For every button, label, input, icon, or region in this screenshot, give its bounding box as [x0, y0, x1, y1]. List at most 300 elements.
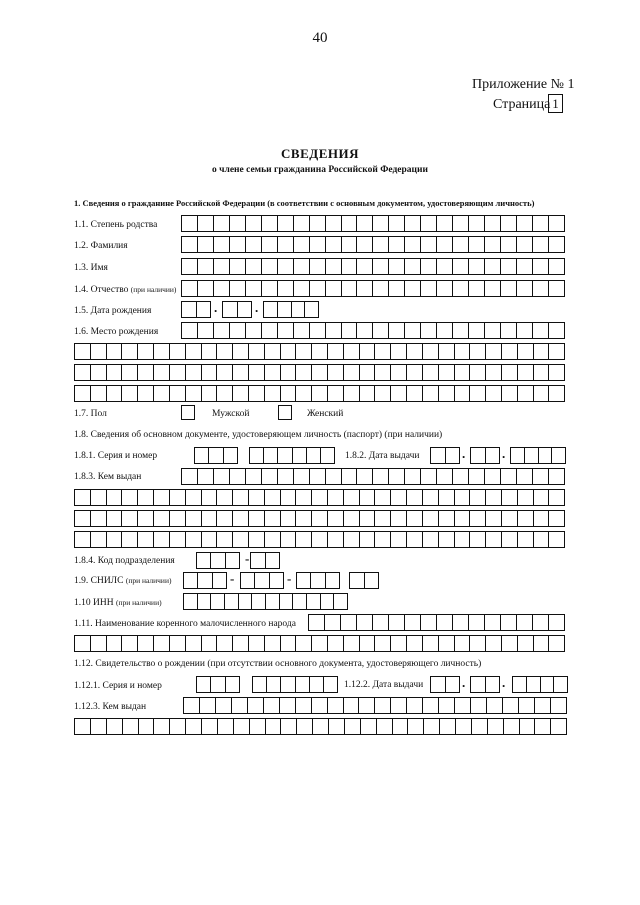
char-cell[interactable] — [327, 532, 343, 547]
cert-issue-day-cells[interactable] — [430, 676, 460, 693]
char-cell[interactable] — [216, 490, 232, 505]
char-cell[interactable] — [106, 490, 122, 505]
char-cell[interactable] — [232, 636, 248, 651]
char-cell[interactable] — [501, 344, 517, 359]
char-cell[interactable] — [404, 615, 420, 630]
char-cell[interactable] — [500, 615, 516, 630]
char-cell[interactable] — [261, 216, 277, 231]
char-cell[interactable] — [169, 636, 185, 651]
char-cell[interactable] — [436, 281, 452, 296]
char-cell[interactable] — [137, 365, 153, 380]
char-cell[interactable] — [374, 365, 390, 380]
char-cell[interactable] — [106, 344, 122, 359]
cert-issue-year-cells[interactable] — [512, 676, 568, 693]
char-cell[interactable] — [390, 386, 406, 401]
char-cell[interactable] — [280, 677, 294, 692]
char-cell[interactable] — [250, 448, 263, 463]
char-cell[interactable] — [325, 469, 341, 484]
char-cell[interactable] — [197, 323, 213, 338]
char-cell[interactable] — [75, 344, 90, 359]
char-cell[interactable] — [225, 553, 239, 568]
birth-place-cells-2[interactable] — [74, 343, 565, 360]
char-cell[interactable] — [295, 532, 311, 547]
char-cell[interactable] — [548, 281, 564, 296]
indigenous-cells-2[interactable] — [74, 635, 565, 652]
char-cell[interactable] — [269, 573, 283, 588]
char-cell[interactable] — [266, 677, 280, 692]
char-cell[interactable] — [306, 448, 320, 463]
char-cell[interactable] — [280, 532, 296, 547]
char-cell[interactable] — [516, 615, 532, 630]
char-cell[interactable] — [182, 237, 197, 252]
char-cell[interactable] — [325, 259, 341, 274]
char-cell[interactable] — [295, 511, 311, 526]
char-cell[interactable] — [360, 719, 376, 734]
char-cell[interactable] — [264, 344, 280, 359]
char-cell[interactable] — [293, 281, 309, 296]
char-cell[interactable] — [343, 344, 359, 359]
char-cell[interactable] — [197, 594, 211, 609]
char-cell[interactable] — [445, 448, 460, 463]
char-cell[interactable] — [137, 636, 153, 651]
char-cell[interactable] — [343, 511, 359, 526]
char-cell[interactable] — [90, 386, 106, 401]
char-cell[interactable] — [248, 365, 264, 380]
char-cell[interactable] — [245, 281, 261, 296]
char-cell[interactable] — [374, 511, 390, 526]
char-cell[interactable] — [524, 448, 538, 463]
char-cell[interactable] — [374, 490, 390, 505]
char-cell[interactable] — [248, 511, 264, 526]
char-cell[interactable] — [485, 636, 501, 651]
char-cell[interactable] — [501, 490, 517, 505]
char-cell[interactable] — [75, 532, 90, 547]
birth-month-cells[interactable] — [222, 301, 252, 318]
char-cell[interactable] — [438, 344, 454, 359]
char-cell[interactable] — [500, 281, 516, 296]
char-cell[interactable] — [343, 532, 359, 547]
char-cell[interactable] — [277, 281, 293, 296]
char-cell[interactable] — [184, 698, 199, 713]
char-cell[interactable] — [484, 237, 500, 252]
issue-year-cells[interactable] — [510, 447, 566, 464]
char-cell[interactable] — [232, 365, 248, 380]
snils-cells-3[interactable] — [296, 572, 340, 589]
char-cell[interactable] — [548, 216, 564, 231]
char-cell[interactable] — [229, 469, 245, 484]
char-cell[interactable] — [75, 490, 90, 505]
char-cell[interactable] — [372, 259, 388, 274]
char-cell[interactable] — [359, 532, 375, 547]
char-cell[interactable] — [452, 216, 468, 231]
char-cell[interactable] — [438, 511, 454, 526]
char-cell[interactable] — [534, 719, 550, 734]
char-cell[interactable] — [169, 365, 185, 380]
char-cell[interactable] — [438, 636, 454, 651]
char-cell[interactable] — [454, 386, 470, 401]
char-cell[interactable] — [420, 281, 436, 296]
char-cell[interactable] — [406, 386, 422, 401]
char-cell[interactable] — [295, 677, 309, 692]
birth-year-cells[interactable] — [263, 301, 319, 318]
char-cell[interactable] — [201, 490, 217, 505]
char-cell[interactable] — [121, 532, 137, 547]
char-cell[interactable] — [182, 259, 197, 274]
char-cell[interactable] — [309, 259, 325, 274]
char-cell[interactable] — [516, 323, 532, 338]
char-cell[interactable] — [500, 323, 516, 338]
char-cell[interactable] — [423, 719, 439, 734]
char-cell[interactable] — [533, 344, 549, 359]
char-cell[interactable] — [245, 259, 261, 274]
patronymic-cells[interactable] — [181, 280, 565, 297]
char-cell[interactable] — [263, 448, 277, 463]
cert-series-cells[interactable] — [196, 676, 240, 693]
char-cell[interactable] — [182, 281, 197, 296]
char-cell[interactable] — [327, 386, 343, 401]
char-cell[interactable] — [213, 259, 229, 274]
issued-by-cells-4[interactable] — [74, 531, 565, 548]
char-cell[interactable] — [216, 386, 232, 401]
char-cell[interactable] — [469, 365, 485, 380]
char-cell[interactable] — [341, 281, 357, 296]
name-cells[interactable] — [181, 258, 565, 275]
char-cell[interactable] — [327, 490, 343, 505]
char-cell[interactable] — [390, 636, 406, 651]
char-cell[interactable] — [406, 636, 422, 651]
char-cell[interactable] — [439, 719, 455, 734]
char-cell[interactable] — [533, 511, 549, 526]
char-cell[interactable] — [280, 386, 296, 401]
char-cell[interactable] — [261, 281, 277, 296]
char-cell[interactable] — [277, 216, 293, 231]
char-cell[interactable] — [229, 237, 245, 252]
char-cell[interactable] — [75, 365, 90, 380]
char-cell[interactable] — [182, 216, 197, 231]
char-cell[interactable] — [452, 469, 468, 484]
char-cell[interactable] — [422, 490, 438, 505]
char-cell[interactable] — [359, 365, 375, 380]
char-cell[interactable] — [327, 636, 343, 651]
char-cell[interactable] — [229, 323, 245, 338]
char-cell[interactable] — [265, 553, 280, 568]
char-cell[interactable] — [277, 469, 293, 484]
char-cell[interactable] — [548, 490, 564, 505]
char-cell[interactable] — [468, 216, 484, 231]
snils-cells-2[interactable] — [240, 572, 284, 589]
char-cell[interactable] — [231, 698, 247, 713]
char-cell[interactable] — [277, 259, 293, 274]
char-cell[interactable] — [232, 344, 248, 359]
char-cell[interactable] — [215, 698, 231, 713]
char-cell[interactable] — [153, 636, 169, 651]
char-cell[interactable] — [261, 469, 277, 484]
char-cell[interactable] — [374, 636, 390, 651]
char-cell[interactable] — [550, 719, 566, 734]
char-cell[interactable] — [533, 636, 549, 651]
char-cell[interactable] — [422, 344, 438, 359]
char-cell[interactable] — [517, 511, 533, 526]
char-cell[interactable] — [404, 469, 420, 484]
char-cell[interactable] — [106, 511, 122, 526]
char-cell[interactable] — [420, 615, 436, 630]
char-cell[interactable] — [213, 469, 229, 484]
char-cell[interactable] — [404, 259, 420, 274]
char-cell[interactable] — [223, 302, 237, 317]
char-cell[interactable] — [320, 448, 334, 463]
char-cell[interactable] — [436, 237, 452, 252]
char-cell[interactable] — [184, 594, 197, 609]
char-cell[interactable] — [485, 490, 501, 505]
char-cell[interactable] — [445, 677, 460, 692]
char-cell[interactable] — [485, 386, 501, 401]
char-cell[interactable] — [137, 511, 153, 526]
char-cell[interactable] — [292, 594, 306, 609]
char-cell[interactable] — [534, 698, 550, 713]
char-cell[interactable] — [517, 365, 533, 380]
char-cell[interactable] — [438, 365, 454, 380]
relation-cells[interactable] — [181, 215, 565, 232]
char-cell[interactable] — [325, 323, 341, 338]
char-cell[interactable] — [470, 698, 486, 713]
char-cell[interactable] — [388, 259, 404, 274]
char-cell[interactable] — [548, 636, 564, 651]
char-cell[interactable] — [438, 386, 454, 401]
char-cell[interactable] — [121, 344, 137, 359]
char-cell[interactable] — [295, 386, 311, 401]
char-cell[interactable] — [517, 490, 533, 505]
char-cell[interactable] — [311, 386, 327, 401]
char-cell[interactable] — [304, 302, 318, 317]
char-cell[interactable] — [232, 532, 248, 547]
char-cell[interactable] — [485, 448, 500, 463]
char-cell[interactable] — [280, 719, 296, 734]
char-cell[interactable] — [422, 636, 438, 651]
char-cell[interactable] — [532, 216, 548, 231]
char-cell[interactable] — [325, 573, 339, 588]
char-cell[interactable] — [216, 344, 232, 359]
char-cell[interactable] — [420, 237, 436, 252]
char-cell[interactable] — [503, 719, 519, 734]
char-cell[interactable] — [196, 302, 211, 317]
char-cell[interactable] — [90, 532, 106, 547]
char-cell[interactable] — [406, 511, 422, 526]
char-cell[interactable] — [533, 386, 549, 401]
char-cell[interactable] — [526, 677, 540, 692]
char-cell[interactable] — [516, 281, 532, 296]
char-cell[interactable] — [356, 259, 372, 274]
char-cell[interactable] — [293, 259, 309, 274]
char-cell[interactable] — [438, 490, 454, 505]
char-cell[interactable] — [390, 365, 406, 380]
char-cell[interactable] — [422, 532, 438, 547]
issued-by-cells-3[interactable] — [74, 510, 565, 527]
char-cell[interactable] — [312, 719, 328, 734]
char-cell[interactable] — [264, 532, 280, 547]
char-cell[interactable] — [212, 573, 226, 588]
char-cell[interactable] — [548, 323, 564, 338]
char-cell[interactable] — [469, 511, 485, 526]
char-cell[interactable] — [229, 216, 245, 231]
char-cell[interactable] — [325, 281, 341, 296]
char-cell[interactable] — [343, 698, 359, 713]
char-cell[interactable] — [295, 698, 311, 713]
passport-number-cells[interactable] — [249, 447, 335, 464]
char-cell[interactable] — [245, 469, 261, 484]
char-cell[interactable] — [241, 573, 254, 588]
char-cell[interactable] — [309, 281, 325, 296]
char-cell[interactable] — [137, 386, 153, 401]
char-cell[interactable] — [344, 719, 360, 734]
char-cell[interactable] — [121, 490, 137, 505]
char-cell[interactable] — [264, 511, 280, 526]
char-cell[interactable] — [501, 511, 517, 526]
char-cell[interactable] — [309, 677, 323, 692]
char-cell[interactable] — [359, 490, 375, 505]
char-cell[interactable] — [468, 237, 484, 252]
char-cell[interactable] — [309, 323, 325, 338]
char-cell[interactable] — [201, 636, 217, 651]
char-cell[interactable] — [238, 594, 252, 609]
char-cell[interactable] — [420, 216, 436, 231]
char-cell[interactable] — [247, 698, 263, 713]
char-cell[interactable] — [264, 490, 280, 505]
char-cell[interactable] — [359, 511, 375, 526]
char-cell[interactable] — [138, 719, 154, 734]
char-cell[interactable] — [216, 511, 232, 526]
char-cell[interactable] — [532, 259, 548, 274]
char-cell[interactable] — [153, 344, 169, 359]
char-cell[interactable] — [216, 636, 232, 651]
char-cell[interactable] — [372, 281, 388, 296]
char-cell[interactable] — [264, 302, 277, 317]
char-cell[interactable] — [309, 469, 325, 484]
char-cell[interactable] — [309, 237, 325, 252]
char-cell[interactable] — [511, 448, 524, 463]
char-cell[interactable] — [264, 365, 280, 380]
char-cell[interactable] — [185, 490, 201, 505]
char-cell[interactable] — [356, 323, 372, 338]
char-cell[interactable] — [248, 490, 264, 505]
char-cell[interactable] — [404, 323, 420, 338]
char-cell[interactable] — [295, 490, 311, 505]
char-cell[interactable] — [454, 532, 470, 547]
char-cell[interactable] — [532, 469, 548, 484]
char-cell[interactable] — [169, 386, 185, 401]
char-cell[interactable] — [197, 237, 213, 252]
char-cell[interactable] — [264, 636, 280, 651]
char-cell[interactable] — [452, 259, 468, 274]
char-cell[interactable] — [293, 216, 309, 231]
char-cell[interactable] — [210, 677, 224, 692]
char-cell[interactable] — [340, 615, 356, 630]
char-cell[interactable] — [388, 469, 404, 484]
char-cell[interactable] — [469, 490, 485, 505]
char-cell[interactable] — [390, 532, 406, 547]
char-cell[interactable] — [264, 386, 280, 401]
char-cell[interactable] — [518, 698, 534, 713]
char-cell[interactable] — [261, 259, 277, 274]
char-cell[interactable] — [550, 698, 566, 713]
char-cell[interactable] — [487, 719, 503, 734]
inn-cells[interactable] — [183, 593, 348, 610]
char-cell[interactable] — [197, 281, 213, 296]
char-cell[interactable] — [184, 573, 197, 588]
char-cell[interactable] — [325, 216, 341, 231]
char-cell[interactable] — [327, 698, 343, 713]
char-cell[interactable] — [372, 216, 388, 231]
char-cell[interactable] — [538, 448, 552, 463]
char-cell[interactable] — [358, 698, 374, 713]
char-cell[interactable] — [551, 448, 565, 463]
char-cell[interactable] — [343, 365, 359, 380]
char-cell[interactable] — [553, 677, 567, 692]
char-cell[interactable] — [197, 259, 213, 274]
char-cell[interactable] — [153, 386, 169, 401]
char-cell[interactable] — [388, 323, 404, 338]
cert-issued-by-cells-1[interactable] — [183, 697, 567, 714]
char-cell[interactable] — [333, 594, 347, 609]
char-cell[interactable] — [390, 490, 406, 505]
char-cell[interactable] — [121, 386, 137, 401]
char-cell[interactable] — [213, 323, 229, 338]
char-cell[interactable] — [169, 719, 185, 734]
char-cell[interactable] — [232, 386, 248, 401]
char-cell[interactable] — [484, 216, 500, 231]
char-cell[interactable] — [280, 636, 296, 651]
char-cell[interactable] — [517, 344, 533, 359]
char-cell[interactable] — [341, 323, 357, 338]
char-cell[interactable] — [295, 365, 311, 380]
char-cell[interactable] — [185, 719, 201, 734]
char-cell[interactable] — [292, 448, 306, 463]
sex-female-checkbox[interactable] — [278, 405, 292, 420]
issued-by-cells-1[interactable] — [181, 468, 565, 485]
char-cell[interactable] — [484, 281, 500, 296]
char-cell[interactable] — [197, 216, 213, 231]
char-cell[interactable] — [279, 698, 295, 713]
char-cell[interactable] — [469, 386, 485, 401]
char-cell[interactable] — [213, 281, 229, 296]
char-cell[interactable] — [471, 719, 487, 734]
char-cell[interactable] — [265, 594, 279, 609]
char-cell[interactable] — [153, 532, 169, 547]
char-cell[interactable] — [201, 532, 217, 547]
char-cell[interactable] — [356, 615, 372, 630]
char-cell[interactable] — [327, 344, 343, 359]
char-cell[interactable] — [407, 719, 423, 734]
char-cell[interactable] — [248, 386, 264, 401]
char-cell[interactable] — [208, 448, 222, 463]
char-cell[interactable] — [216, 365, 232, 380]
char-cell[interactable] — [224, 594, 238, 609]
char-cell[interactable] — [502, 698, 518, 713]
char-cell[interactable] — [75, 636, 90, 651]
char-cell[interactable] — [404, 237, 420, 252]
char-cell[interactable] — [356, 216, 372, 231]
char-cell[interactable] — [75, 719, 90, 734]
char-cell[interactable] — [548, 532, 564, 547]
char-cell[interactable] — [121, 365, 137, 380]
char-cell[interactable] — [422, 511, 438, 526]
char-cell[interactable] — [392, 719, 408, 734]
char-cell[interactable] — [484, 259, 500, 274]
char-cell[interactable] — [328, 719, 344, 734]
char-cell[interactable] — [229, 281, 245, 296]
char-cell[interactable] — [341, 216, 357, 231]
char-cell[interactable] — [452, 615, 468, 630]
char-cell[interactable] — [468, 469, 484, 484]
